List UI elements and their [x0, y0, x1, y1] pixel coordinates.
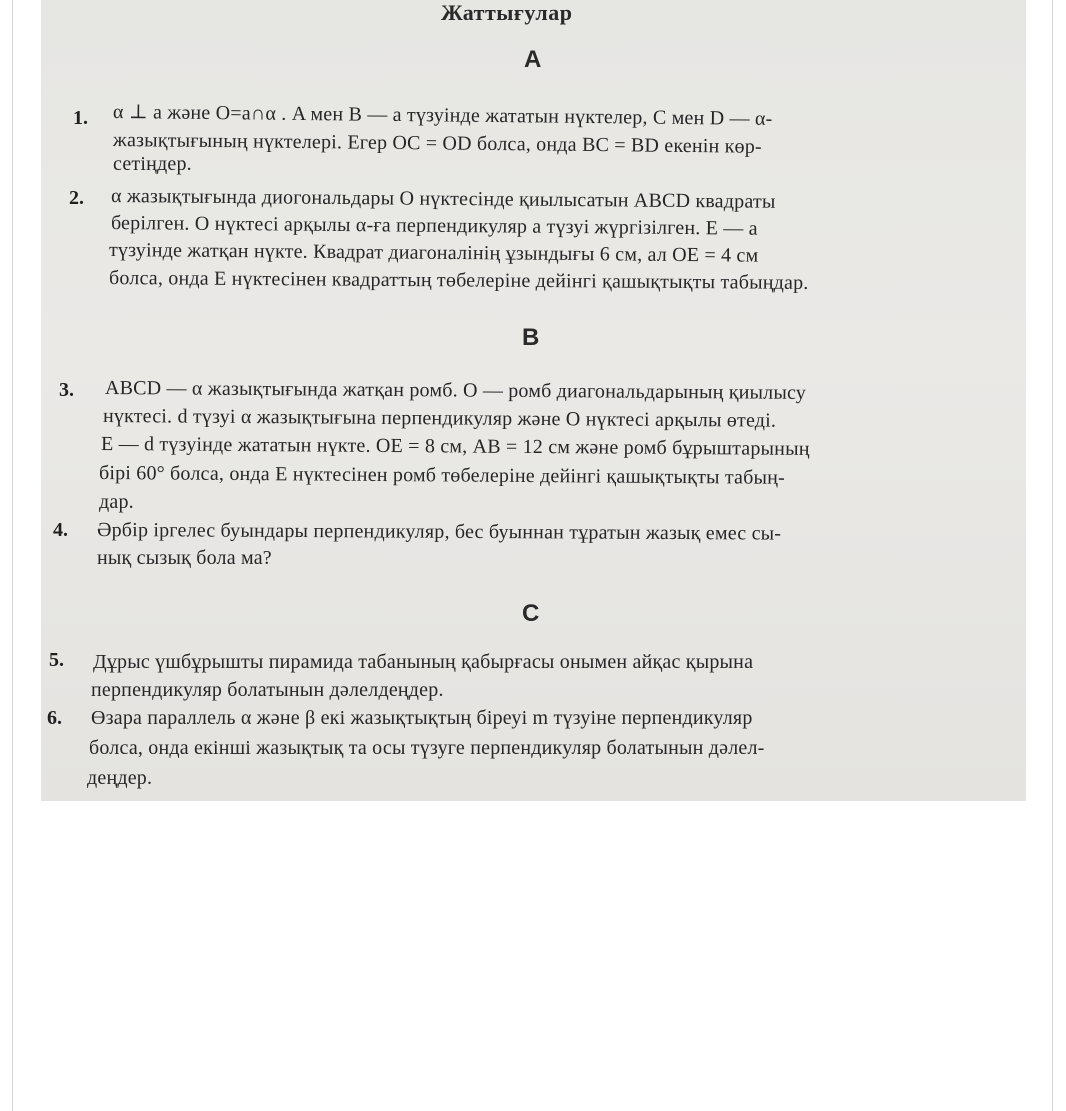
page-title: Жаттығулар [441, 0, 573, 25]
section-a-heading: A [524, 46, 542, 73]
problem-5-line-1: Дұрыс үшбұрышты пирамида табанының қабырғасы онымен айқас қырына [93, 651, 754, 673]
problem-6-line-3: деңдер. [87, 767, 153, 789]
problem-1-line-1: α ⊥ a және O=a∩α . A мен B — a түзуінде жататын нүктелер, C мен D — α- [112, 101, 773, 130]
problem-1-number: 1. [73, 107, 88, 129]
problem-6-number: 6. [47, 707, 62, 729]
problem-4-number: 4. [53, 519, 68, 541]
problem-5-line-2: перпендикуляр болатынын дәлелдеңдер. [91, 679, 444, 701]
problem-2-line-1: α жазықтығында диогональдары O нүктесінде қиылысатын ABCD квадраты [110, 185, 776, 213]
problem-4-line-1: Әрбір іргелес буындары перпендикуляр, бес буыннан тұратын жазық емес сы- [96, 519, 782, 545]
problem-1-line-2: жазықтығының нүктелері. Егер OC = OD болса, онда BC = BD екенін көр- [112, 129, 762, 158]
section-c-heading: C [522, 600, 540, 627]
problem-4-line-2: нық сызық бола ма? [97, 547, 272, 569]
problem-2-number: 2. [69, 187, 84, 209]
problem-5-number: 5. [49, 649, 64, 671]
problem-6-line-2: болса, онда екінші жазықтық та осы түзуге перпендикуляр болатынын дәлел- [89, 737, 765, 759]
problem-2-line-3: түзуінде жатқан нүкте. Квадрат диагоналінің ұзындығы 6 см, ал OE = 4 см [108, 239, 759, 267]
problem-3-line-4: бірі 60° болса, онда E нүктесінен ромб төбелеріне дейінгі қашықтықты табың- [98, 462, 786, 489]
problem-3-line-2: нүктесі. d түзуі α жазықтығына перпендикуляр және O нүктесі арқылы өтеді. [102, 405, 777, 432]
textbook-photo [41, 0, 1026, 801]
problem-3-line-3: E — d түзуінде жататын нүкте. OE = 8 см, AB = 12 см және ромб бұрыштарының [100, 433, 810, 460]
problem-3-line-5: дар. [99, 491, 134, 513]
problem-3-line-1: ABCD — α жазықтығында жатқан ромб. O — ромб диагональдарының қиылысу [104, 377, 807, 404]
problem-2-line-2: берілген. O нүктесі арқылы α-ға перпендикуляр a түзуі жүргізілген. E — a [110, 212, 758, 240]
problem-1-line-3: сетіңдер. [113, 153, 192, 175]
section-b-heading: B [522, 324, 540, 351]
problem-3-number: 3. [59, 379, 74, 401]
problem-6-line-1: Өзара параллель α және β екі жазықтықтың біреуі m түзуіне перпендикуляр [91, 707, 753, 729]
problem-2-line-4: болса, онда E нүктесінен квадраттың төбелеріне дейінгі қашықтықты табыңдар. [108, 267, 809, 294]
